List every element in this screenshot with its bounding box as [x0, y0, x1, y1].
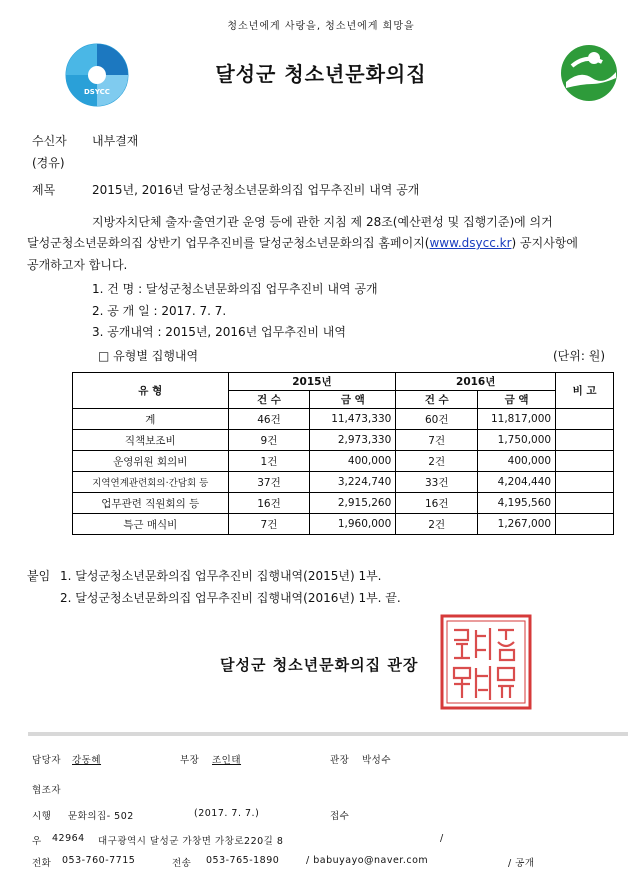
address-slash: / [440, 833, 444, 844]
dalseong-emblem-icon [558, 40, 620, 106]
director-label: 관장 [330, 755, 350, 766]
row-count-2015: 7건 [228, 514, 310, 535]
row-type: 직책보조비 [73, 430, 229, 451]
recipient-label: 수신자 [32, 134, 67, 148]
table-row [73, 472, 614, 493]
tel-label: 전화 [32, 858, 52, 869]
homepage-link[interactable]: www.dsycc.kr [429, 236, 512, 250]
table-row [73, 514, 614, 535]
row-count-2016: 2건 [396, 451, 478, 472]
body-line-2 [27, 233, 578, 253]
fax-number: 053-765-1890 [206, 855, 280, 866]
row-count-2016: 2건 [396, 514, 478, 535]
row-count-2015: 9건 [228, 430, 310, 451]
header-year-2015: 2015년 [228, 373, 396, 391]
official-seal-icon [440, 614, 532, 710]
item-contents: 3. 공개내역 : 2015년, 2016년 업무추진비 내역 [92, 325, 346, 339]
body-line-3: 공개하고자 합니다. [27, 258, 128, 272]
row-amount-2015: 1,960,000 [310, 514, 396, 535]
recipient-value: 내부결재 [92, 134, 139, 148]
fax-label: 전송 [172, 858, 192, 869]
item-title: 1. 건 명 : 달성군청소년문화의집 업무추진비 내역 공개 [92, 282, 378, 296]
row-count-2016: 16건 [396, 493, 478, 514]
director-name: 박성수 [362, 755, 392, 766]
exec-label: 시행 [32, 811, 52, 822]
table-header-row-1 [73, 373, 614, 391]
row-count-2016: 33건 [396, 472, 478, 493]
header-count-2015: 건 수 [228, 391, 310, 409]
body-line-2-after: ) 공지사항에 [511, 236, 578, 250]
zip-code: 42964 [52, 833, 85, 844]
row-note [556, 472, 614, 493]
unit-label: (단위: 원) [553, 349, 605, 363]
row-type: 특근 매식비 [73, 514, 229, 535]
row-note [556, 493, 614, 514]
row-type: 계 [73, 409, 229, 430]
attachments-label: 붙임 [27, 569, 51, 583]
subject-label: 제목 [32, 183, 56, 197]
address: 대구광역시 달성군 가창면 가창로220길 8 [98, 836, 284, 847]
item-date: 2. 공 개 일 : 2017. 7. 7. [92, 304, 227, 318]
row-amount-2015: 2,973,330 [310, 430, 396, 451]
table-row [73, 493, 614, 514]
dept-head-name: 조인태 [212, 755, 242, 766]
row-count-2015: 37건 [228, 472, 310, 493]
disclosure-status: / 공개 [508, 858, 535, 869]
body-line-1: 지방자치단체 출자·출연기관 운영 등에 관한 지침 제 28조(예산편성 및 집행기준)에 의거 [92, 215, 553, 229]
header-amount-2015: 금 액 [310, 391, 396, 409]
row-amount-2016: 11,817,000 [478, 409, 556, 430]
header-count-2016: 건 수 [396, 391, 478, 409]
row-amount-2016: 1,750,000 [478, 430, 556, 451]
exec-date: (2017. 7. 7.) [194, 808, 260, 819]
exec-number: 문화의집- 502 [68, 811, 134, 822]
table-row [73, 451, 614, 472]
row-amount-2015: 11,473,330 [310, 409, 396, 430]
attachment-1: 1. 달성군청소년문화의집 업무추진비 집행내역(2015년) 1부. [60, 569, 382, 583]
row-note [556, 430, 614, 451]
org-title: 달성군 청소년문화의집 [215, 62, 427, 86]
header-note: 비 고 [556, 373, 614, 409]
row-count-2015: 46건 [228, 409, 310, 430]
row-type: 운영위원 회의비 [73, 451, 229, 472]
row-count-2015: 1건 [228, 451, 310, 472]
zip-label: 우 [32, 836, 42, 847]
row-type: 지역연계관련회의·간담회 등 [73, 472, 229, 493]
row-type: 업무관련 직원회의 등 [73, 493, 229, 514]
row-amount-2015: 3,224,740 [310, 472, 396, 493]
svg-text:DSYCC: DSYCC [84, 88, 110, 96]
row-amount-2015: 400,000 [310, 451, 396, 472]
row-amount-2015: 2,915,260 [310, 493, 396, 514]
header-year-2016: 2016년 [396, 373, 556, 391]
email-address[interactable]: / babuyayo@naver.com [306, 855, 429, 866]
footer-divider [28, 732, 628, 736]
drafter-label: 담당자 [32, 755, 62, 766]
receive-label: 접수 [330, 811, 350, 822]
body-line-2-before: 달성군청소년문화의집 상반기 업무추진비를 달성군청소년문화의집 홈페이지( [27, 236, 430, 250]
header-amount-2016: 금 액 [478, 391, 556, 409]
header-type: 유 형 [73, 373, 229, 409]
table-row [73, 430, 614, 451]
table-title: □ 유형별 집행내역 [98, 349, 199, 363]
coop-label: 협조자 [32, 785, 62, 796]
expense-table [72, 372, 614, 535]
row-count-2016: 60건 [396, 409, 478, 430]
drafter-name: 강동혜 [72, 755, 102, 766]
subject-value: 2015년, 2016년 달성군청소년문화의집 업무추진비 내역 공개 [92, 183, 420, 197]
row-count-2016: 7건 [396, 430, 478, 451]
row-note [556, 514, 614, 535]
signer-title: 달성군 청소년문화의집 관장 [220, 656, 419, 674]
row-note [556, 409, 614, 430]
row-amount-2016: 1,267,000 [478, 514, 556, 535]
row-amount-2016: 400,000 [478, 451, 556, 472]
dept-head-label: 부장 [180, 755, 200, 766]
slogan: 청소년에게 사랑을, 청소년에게 희망을 [227, 21, 415, 32]
row-amount-2016: 4,195,560 [478, 493, 556, 514]
tel-number: 053-760-7715 [62, 855, 136, 866]
via-label: (경유) [32, 156, 65, 170]
table-row [73, 409, 614, 430]
row-count-2015: 16건 [228, 493, 310, 514]
row-amount-2016: 4,204,440 [478, 472, 556, 493]
row-note [556, 451, 614, 472]
attachment-2: 2. 달성군청소년문화의집 업무추진비 집행내역(2016년) 1부. 끝. [60, 591, 401, 605]
